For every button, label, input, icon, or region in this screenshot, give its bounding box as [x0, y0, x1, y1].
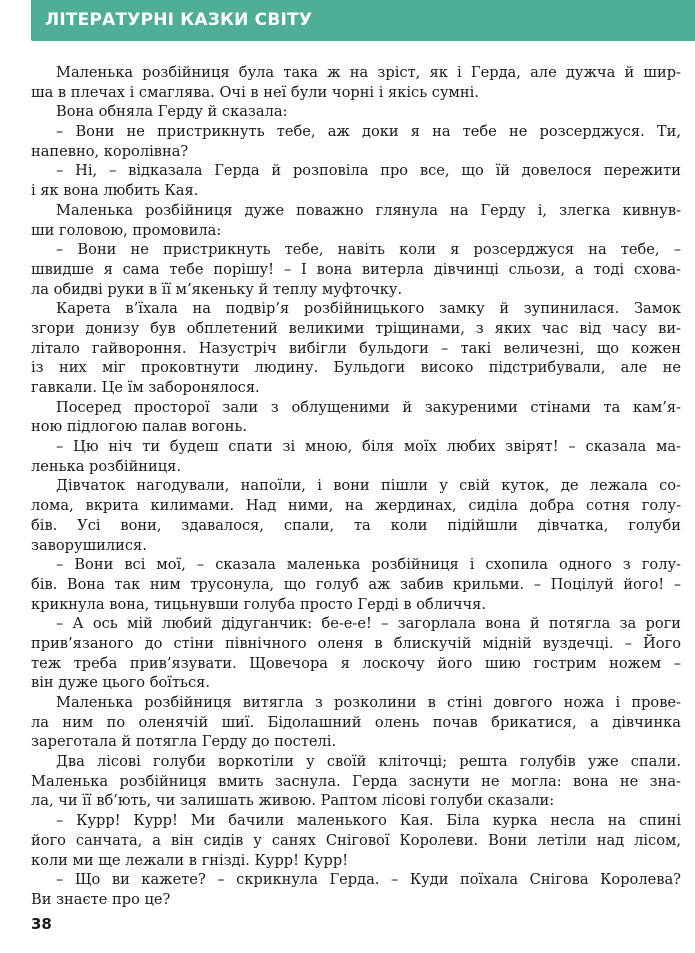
- text-line: ла, чи її вб’ють, чи залишать живою. Раптом лісові голуби сказали:: [31, 792, 555, 810]
- text-line: – Ні, – відказала Герда й розповіла про все, що їй довелося пережити: [56, 162, 681, 180]
- text-line: Карета в’їхала на подвір’я розбійницького замку й зупинилася. Замок: [56, 300, 681, 318]
- text-line: теж треба прив’язувати. Щовечора я лоскочу його шию гострим ножем –: [31, 654, 681, 672]
- text-line: – Вони всі мої, – сказала маленька розбійниця і схопила одного з голу-: [56, 556, 681, 574]
- text-line: Два лісові голуби воркотіли у своїй кліточці; решта голубів уже спали.: [56, 753, 681, 771]
- text-line: Маленька розбійниця витягла з розколини в стіні довгого ножа і прове-: [56, 694, 681, 711]
- text-line: – Цю ніч ти будеш спати зі мною, біля моїх любих звірят! – сказала ма-: [56, 438, 681, 456]
- text-line: його санчата, а він сидів у санях Снігової Королеви. Вони летіли над лісом,: [31, 831, 681, 849]
- section-header-bar: [31, 0, 695, 41]
- text-line: ною підлогою палав вогонь.: [31, 418, 248, 436]
- text-line: ла ним по оленячій шиї. Бідолашний олень почав брикатися, а дівчинка: [31, 713, 681, 731]
- story-text: [31, 63, 681, 910]
- section-title: ЛІТЕРАТУРНІ КАЗКИ СВІТУ: [45, 10, 313, 30]
- text-line: згори донизу був обплетений великими тріщинами, з яких час від часу ви-: [31, 319, 681, 337]
- text-line: ша в плечах і смаглява. Очі в неї були чорні і якісь сумні.: [31, 83, 479, 101]
- text-line: зареготала й потягла Герду до постелі.: [31, 733, 337, 751]
- text-line: крикнула вона, тицьнувши голуба просто Герді в обличчя.: [31, 595, 486, 613]
- text-line: Маленька розбійниця була така ж на зріст, як і Герда, але дужча й шир-: [56, 64, 681, 81]
- text-line: бів. Вона так ним трусонула, що голуб аж забив крильми. – Поцілуй його! –: [31, 575, 681, 593]
- text-line: заворушилися.: [31, 536, 147, 554]
- text-line: із них міг проковтнути людину. Бульдоги високо підстрибували, але не: [31, 359, 681, 377]
- text-line: ла обидві руки в її м’якеньку й теплу муфточку.: [31, 280, 403, 298]
- text-line: він дуже цього боїться.: [31, 674, 210, 692]
- text-line: Ви знаєте про це?: [31, 890, 171, 908]
- text-line: – Вони не пристрикнуть тебе, навіть коли я розсерджуся на тебе, –: [56, 241, 681, 259]
- text-line: коли ми ще лежали в гнізді. Курр! Курр!: [31, 851, 349, 869]
- text-line: Маленька розбійниця вмить заснула. Герда заснути не могла: вона не зна-: [31, 772, 681, 790]
- text-line: – Вони не пристрикнуть тебе, аж доки я на тебе не розсерджуся. Ти,: [56, 123, 681, 141]
- text-line: напевно, королівна?: [31, 142, 189, 160]
- text-line: прив’язаного до стіни північного оленя в блискучій мідній вуздечці. – Його: [31, 634, 681, 652]
- text-line: ленька розбійниця.: [31, 457, 181, 475]
- page-number: 38: [31, 915, 52, 933]
- text-line: ши головою, промовила:: [31, 221, 222, 239]
- text-line: Маленька розбійниця дуже поважно глянула на Герду і, злегка кивнув-: [56, 201, 681, 219]
- text-line: – Курр! Курр! Ми бачили маленького Кая. Біла курка несла на спині: [56, 812, 681, 830]
- text-line: і як вона любить Кая.: [31, 182, 199, 200]
- text-line: гавкали. Це їм заборонялося.: [31, 379, 260, 396]
- text-line: – А ось мій любий дідуганчик: бе-е-е! – загорлала вона й потягла за роги: [56, 615, 681, 633]
- text-line: – Що ви кажете? – скрикнула Герда. – Куди поїхала Снігова Королева?: [56, 871, 681, 889]
- text-line: бів. Усі вони, здавалося, спали, та коли підійшли дівчатка, голуби: [31, 516, 681, 534]
- text-line: Вона обняла Герду й сказала:: [56, 103, 288, 121]
- text-line: літало гайвороння. Назустріч вибігли бульдоги – такі величезні, що кожен: [31, 339, 681, 357]
- text-line: Посеред просторої зали з облущеними й закуреними стінами та кам’я-: [56, 398, 681, 416]
- text-line: Дівчаток нагодували, напоїли, і вони пішли у свій куток, де лежала со-: [56, 477, 681, 495]
- text-line: лома, вкрита килимами. Над ними, на жердинах, сиділа добра сотня голу-: [31, 497, 681, 515]
- text-line: швидше я сама тебе порішу! – І вона витерла дівчинці сльози, а тоді схова-: [31, 260, 681, 278]
